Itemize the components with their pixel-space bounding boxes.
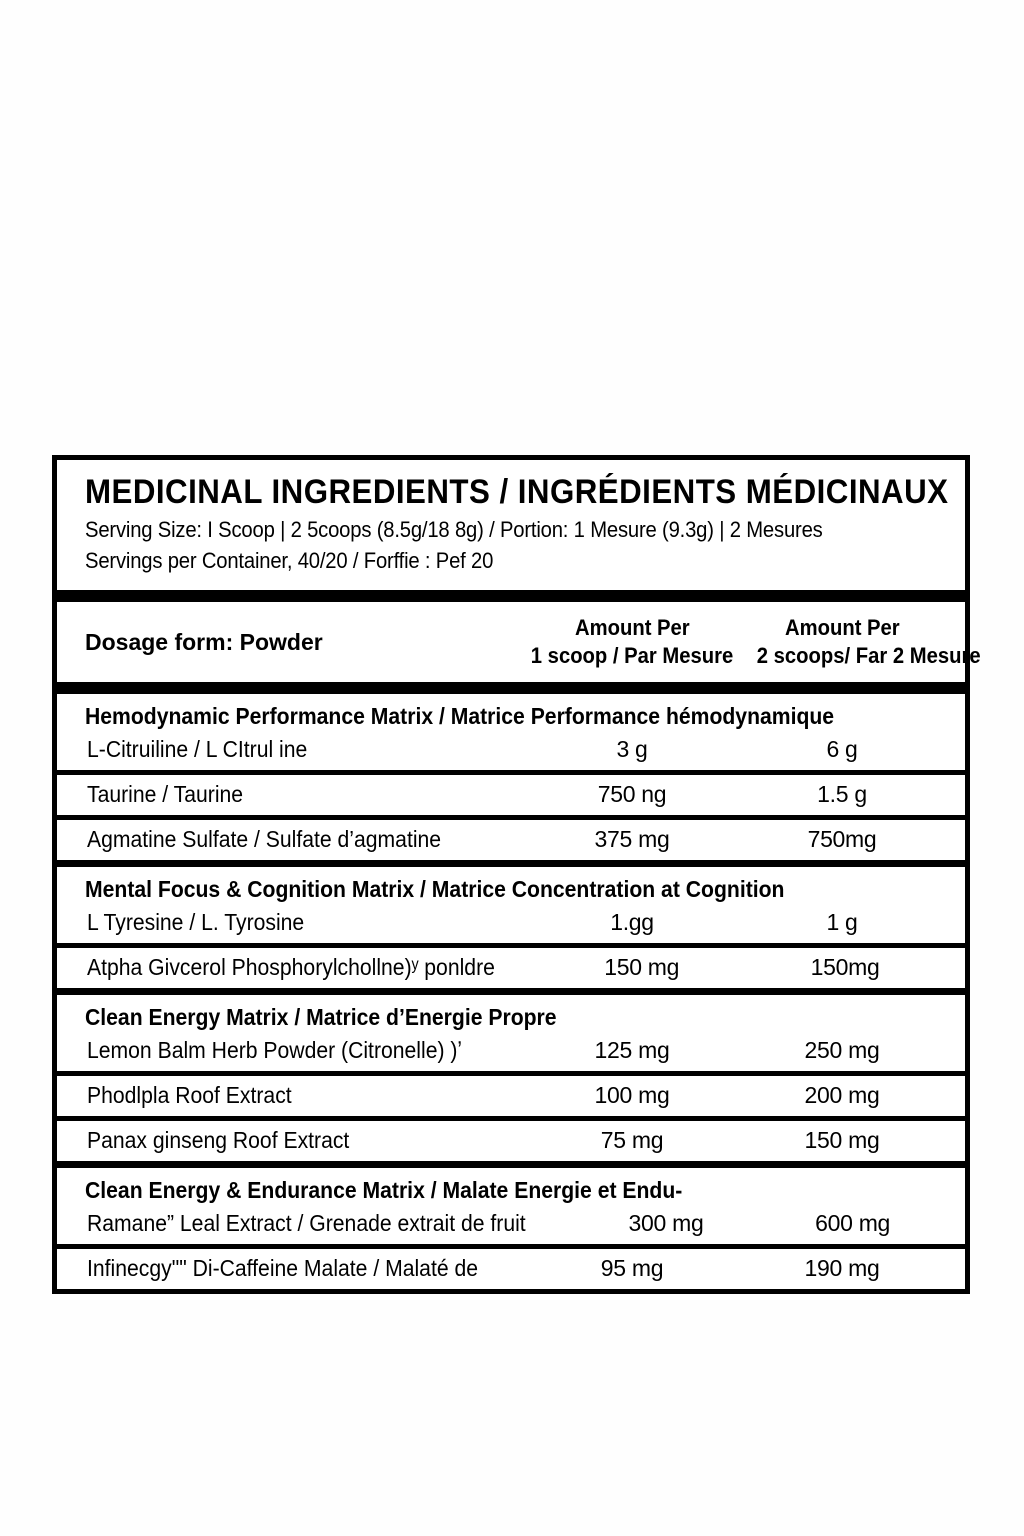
section-header: Clean Energy Matrix / Matrice d’Energie Propre (85, 1004, 557, 1030)
amount-per-1-scoop-line2: 1 scoop / Par Mesure (530, 643, 734, 668)
section-hemodynamic (57, 694, 965, 860)
ingredient-name: Panax ginseng Roof Extract (87, 1127, 350, 1153)
amount-2-scoops: 1 g (826, 909, 858, 935)
amount-per-2-scoops-line2: 2 scoops/ Far 2 Mesure (756, 643, 981, 668)
ingredient-name: Lemon Balm Herb Powder (Citronelle) )ʼ (87, 1037, 463, 1063)
section-energy-endurance (57, 1161, 965, 1289)
amount-1-scoop: 3 g (616, 736, 648, 762)
ingredient-name: Taurine / Taurine (87, 781, 244, 807)
table-row (57, 1031, 965, 1071)
ingredient-name: Infinecgy"" Di-Caffeine Malate / Malaté de (87, 1255, 479, 1281)
ingredients-body (57, 694, 965, 1289)
ingredient-name: Agmatine Sulfate / Sulfate d’agmatine (87, 826, 442, 852)
amount-1-scoop: 300 mg (628, 1210, 704, 1236)
amount-2-scoops: 190 mg (804, 1255, 880, 1281)
amount-2-scoops: 150 mg (804, 1127, 880, 1153)
amount-per-1-scoop-line1: Amount Per (574, 615, 690, 640)
amount-2-scoops: 1.5 g (817, 781, 867, 807)
section-clean-energy (57, 988, 965, 1161)
amount-1-scoop: 95 mg (600, 1255, 664, 1281)
amount-1-scoop: 100 mg (594, 1082, 670, 1108)
dosage-form-label: Dosage form: Powder (85, 628, 323, 655)
table-row (57, 1244, 965, 1289)
table-row (57, 770, 965, 815)
medicinal-ingredients-panel (52, 455, 981, 1294)
amount-per-2-scoops-line1: Amount Per (784, 615, 900, 640)
table-row (57, 1116, 965, 1161)
section-header: Clean Energy & Endurance Matrix / Malate Energie et Endu- (85, 1177, 683, 1203)
amount-2-scoops: 150mg (810, 954, 880, 980)
table-row (57, 943, 965, 988)
table-row (57, 1204, 965, 1244)
amount-per-1-scoop-header (517, 614, 747, 670)
amount-per-2-scoops-header (747, 614, 981, 670)
panel-title (85, 470, 949, 514)
servings-per-container-line (85, 545, 937, 576)
serving-size-line (85, 514, 937, 545)
serving-size-text: Serving Size: I Scoop | 2 5coops (8.5g/18 8g) / Portion: 1 Mesure (9.3g) | 2 Mesures (85, 517, 823, 542)
ingredient-name: Ramane” Leal Extract / Grenade extrait de fruit (87, 1210, 526, 1236)
divider-band-top (57, 590, 965, 602)
amount-1-scoop: 75 mg (600, 1127, 664, 1153)
ingredient-name: Atpha Givcerol Phosphorylchollne)ʸ ponldre (87, 954, 495, 980)
amount-1-scoop: 750 ng (597, 781, 667, 807)
ingredient-name: L-Citruiline / L CItrul ine (87, 736, 308, 762)
table-row (57, 730, 965, 770)
amount-1-scoop: 125 mg (594, 1037, 670, 1063)
amount-2-scoops: 250 mg (804, 1037, 880, 1063)
amount-1-scoop: 150 mg (604, 954, 680, 980)
ingredient-name: Phodlpla Roof Extract (87, 1082, 292, 1108)
amount-1-scoop: 375 mg (594, 826, 670, 852)
table-row (57, 1071, 965, 1116)
panel-title-text: MEDICINAL INGREDIENTS / INGRÉDIENTS MÉDICINAUX (85, 473, 949, 511)
dosage-header-row (57, 602, 981, 682)
amount-2-scoops: 200 mg (804, 1082, 880, 1108)
amount-2-scoops: 6 g (826, 736, 858, 762)
panel-title-block (57, 460, 965, 590)
amount-2-scoops: 750mg (807, 826, 877, 852)
ingredient-name: L Tyresine / L. Tyrosine (87, 909, 305, 935)
amount-1-scoop: 1.gg (610, 909, 654, 935)
divider-band-bottom (57, 682, 965, 694)
section-mental-focus (57, 860, 965, 988)
servings-per-container-text: Servings per Container, 40/20 / Forffie : Pef 20 (85, 548, 494, 573)
table-row (57, 815, 965, 860)
section-header: Mental Focus & Cognition Matrix / Matrice Concentration at Cognition (85, 876, 785, 902)
amount-2-scoops: 600 mg (815, 1210, 891, 1236)
table-row (57, 903, 965, 943)
section-header: Hemodynamic Performance Matrix / Matrice Performance hémodynamique (85, 703, 835, 729)
